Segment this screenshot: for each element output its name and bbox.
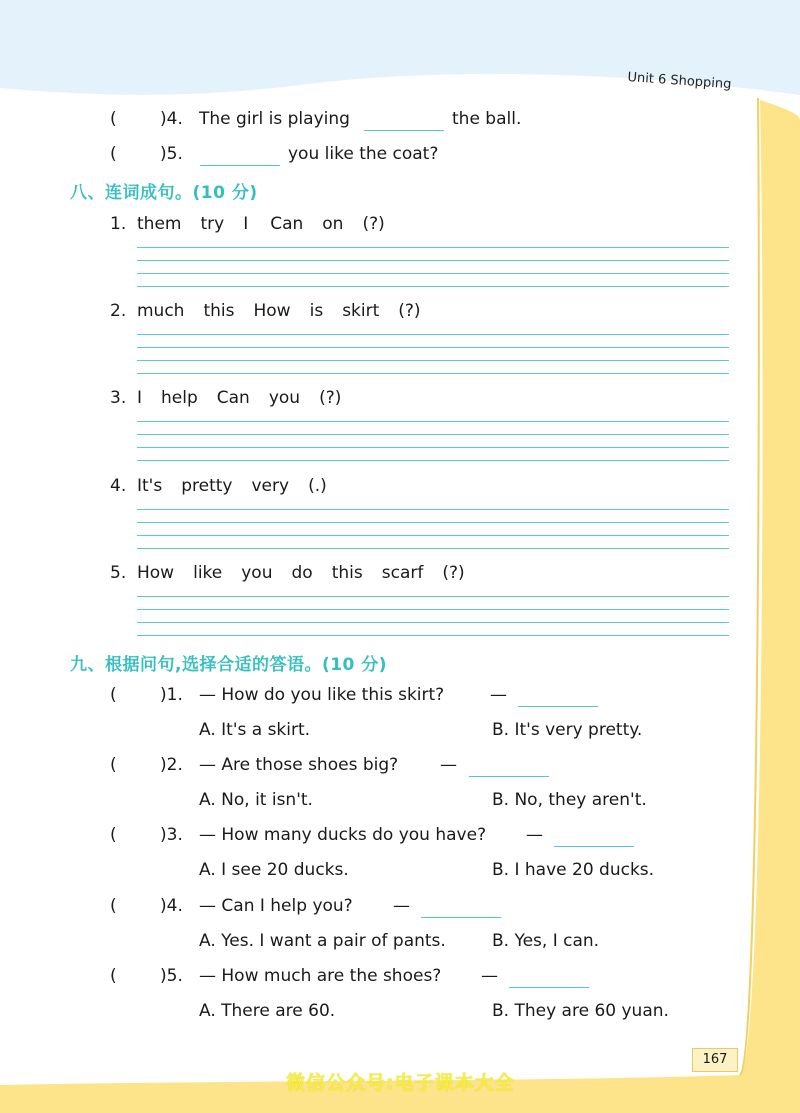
- word: do: [291, 563, 313, 583]
- word: How: [137, 563, 175, 583]
- word: How: [253, 301, 291, 321]
- page-number: 167: [692, 1048, 738, 1072]
- word: (.): [308, 476, 327, 496]
- word: this: [203, 301, 235, 321]
- answer-dash: —: [440, 755, 457, 775]
- option-b: B. No, they aren't.: [492, 790, 647, 810]
- answer-paren: (: [110, 896, 117, 916]
- answer-paren: (: [110, 825, 117, 845]
- question-text: The girl is playing: [199, 109, 350, 129]
- option-b: B. They are 60 yuan.: [492, 1001, 669, 1021]
- word: It's: [137, 476, 163, 496]
- question-number: )4.: [160, 896, 183, 916]
- writing-lines[interactable]: [137, 334, 729, 374]
- word: (?): [398, 301, 421, 321]
- word: I: [137, 388, 143, 408]
- question-text-after: you like the coat?: [288, 144, 439, 164]
- word: this: [331, 563, 363, 583]
- answer-blank[interactable]: [364, 130, 444, 131]
- footer-watermark: 微信公众号:电子课本大全: [286, 1072, 515, 1094]
- question-text: — How many ducks do you have?: [199, 825, 487, 845]
- word: like: [193, 563, 223, 583]
- answer-dash: —: [481, 966, 498, 986]
- question-number: )2.: [160, 755, 183, 775]
- writing-lines[interactable]: [137, 596, 729, 636]
- item-number: 5.: [110, 563, 127, 583]
- option-b: B. I have 20 ducks.: [492, 860, 655, 880]
- unit-title: Shopping: [669, 73, 732, 93]
- scrambled-words: [137, 563, 465, 583]
- question-text: — How much are the shoes?: [199, 966, 442, 986]
- scrambled-words: [137, 476, 327, 496]
- word: Can: [216, 388, 250, 408]
- question-text-after: the ball.: [452, 109, 522, 129]
- word: (?): [442, 563, 465, 583]
- item-number: 4.: [110, 476, 127, 496]
- answer-blank[interactable]: [509, 987, 589, 988]
- answer-blank[interactable]: [469, 776, 549, 777]
- word: scarf: [381, 563, 424, 583]
- word: try: [200, 214, 225, 234]
- question-number: )3.: [160, 825, 183, 845]
- question-text: — Can I help you?: [199, 896, 353, 916]
- answer-blank[interactable]: [518, 706, 598, 707]
- option-a: A. It's a skirt.: [199, 720, 311, 740]
- writing-lines[interactable]: [137, 247, 729, 287]
- section-8-heading: 八、连词成句。(10 分): [70, 183, 258, 203]
- option-a: A. I see 20 ducks.: [199, 860, 349, 880]
- word: I: [243, 214, 249, 234]
- word: is: [309, 301, 324, 321]
- answer-blank[interactable]: [200, 165, 280, 166]
- question-text: — Are those shoes big?: [199, 755, 399, 775]
- option-a: A. There are 60.: [199, 1001, 336, 1021]
- word: you: [268, 388, 301, 408]
- scrambled-words: [137, 388, 341, 408]
- question-number: )5.: [160, 966, 183, 986]
- unit-label: Unit 6: [626, 70, 667, 88]
- question-text: — How do you like this skirt?: [199, 685, 445, 705]
- answer-paren: (: [110, 685, 117, 705]
- answer-paren: (: [110, 755, 117, 775]
- question-number: )5.: [160, 144, 183, 164]
- answer-blank[interactable]: [421, 917, 501, 918]
- scrambled-words: [137, 214, 385, 234]
- section-9-heading: 九、根据问句,选择合适的答语。(10 分): [70, 655, 388, 675]
- answer-dash: —: [526, 825, 543, 845]
- scrambled-words: [137, 301, 421, 321]
- answer-paren: (: [110, 144, 117, 164]
- item-number: 2.: [110, 301, 127, 321]
- item-number: 3.: [110, 388, 127, 408]
- answer-paren: (: [110, 109, 117, 129]
- word: you: [241, 563, 273, 583]
- word: very: [251, 476, 290, 496]
- option-b: B. Yes, I can.: [492, 931, 600, 951]
- word: Can: [270, 214, 304, 234]
- word: (?): [319, 388, 342, 408]
- answer-dash: —: [490, 685, 507, 705]
- answer-blank[interactable]: [554, 846, 634, 847]
- word: them: [137, 214, 182, 234]
- word: (?): [362, 214, 385, 234]
- word: much: [137, 301, 185, 321]
- answer-dash: —: [393, 896, 410, 916]
- option-a: A. Yes. I want a pair of pants.: [199, 931, 446, 951]
- word: skirt: [342, 301, 380, 321]
- item-number: 1.: [110, 214, 127, 234]
- question-number: )4.: [160, 109, 183, 129]
- option-b: B. It's very pretty.: [492, 720, 643, 740]
- word: help: [161, 388, 198, 408]
- option-a: A. No, it isn't.: [199, 790, 313, 810]
- question-number: )1.: [160, 685, 183, 705]
- writing-lines[interactable]: [137, 509, 729, 549]
- writing-lines[interactable]: [137, 421, 729, 461]
- answer-paren: (: [110, 966, 117, 986]
- word: on: [322, 214, 344, 234]
- word: pretty: [181, 476, 233, 496]
